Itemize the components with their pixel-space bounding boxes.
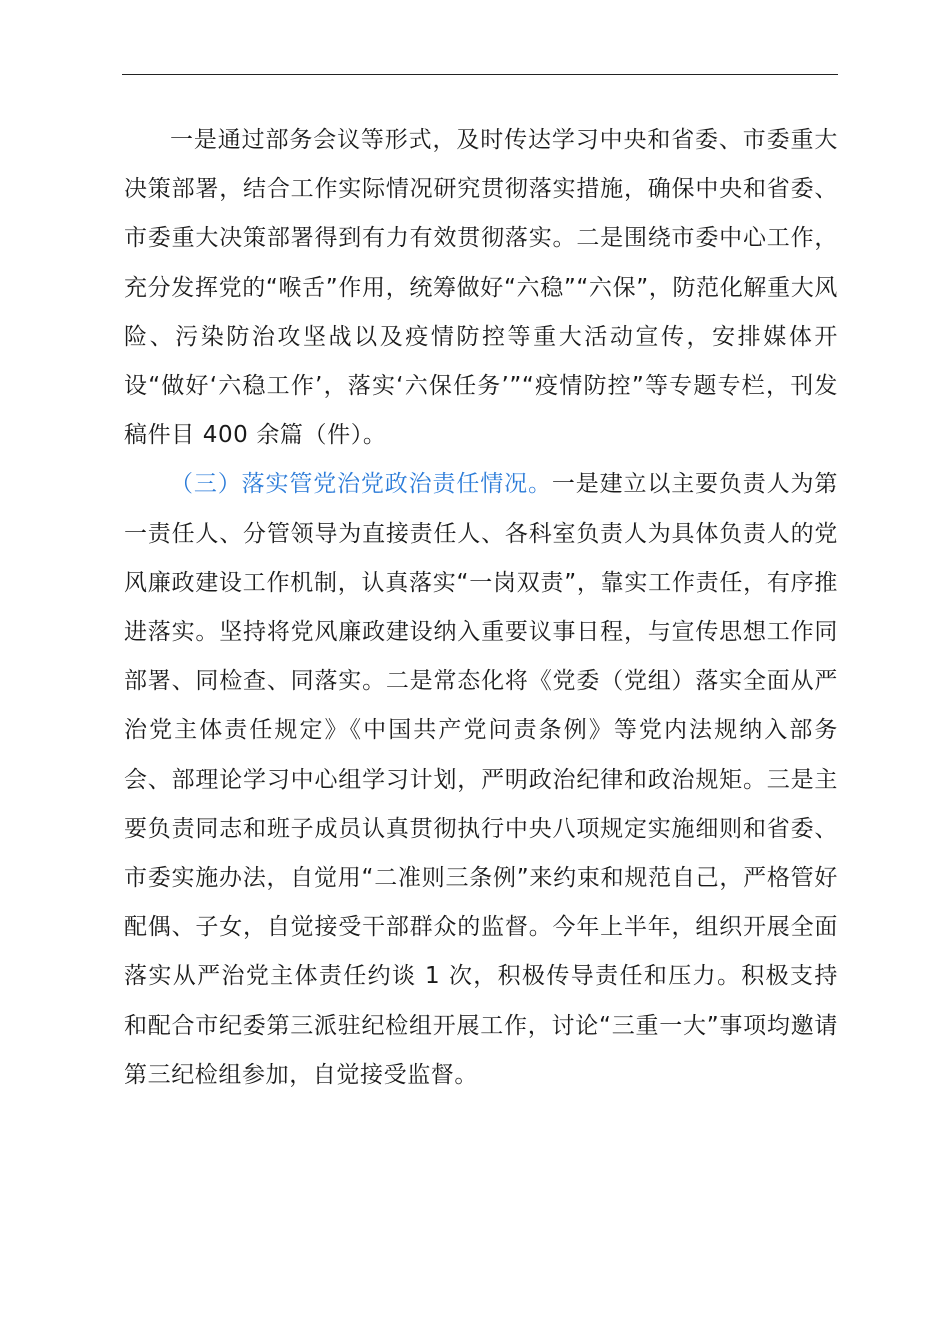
paragraph-2 [124, 460, 838, 1100]
paragraph-1-text: 一是通过部务会议等形式，及时传达学习中央和省委、市委重大决策部署，结合工作实际情况研究贯彻落实措施，确保中央和省委、市委重大决策部署得到有力有效贯彻落实。二是围绕市委中心工作，充分发挥党的“喉舌”作用，统筹做好“六稳”“六保”，防范化解重大风险、污染防治攻坚战以及疫情防控等重大活动宣传，安排媒体开设“做好‘六稳工作’，落实‘六保任务’”“疫情防控”等专题专栏，刊发稿件目 400 余篇（件）。 [124, 127, 838, 449]
document-body [124, 116, 838, 1100]
section-heading: （三）落实管党治党政治责任情况。 [170, 471, 552, 498]
header-rule [122, 74, 838, 75]
paragraph-2-text: 一是建立以主要负责人为第一责任人、分管领导为直接责任人、各科室负责人为具体负责人的党风廉政建设工作机制，认真落实“一岗双责”，靠实工作责任，有序推进落实。坚持将党风廉政建设纳入重要议事日程，与宣传思想工作同部署、同检查、同落实。二是常态化将《党委（党组）落实全面从严治党主体责任规定》《中国共产党问责条例》等党内法规纳入部务会、部理论学习中心组学习计划，严明政治纪律和政治规矩。三是主要负责同志和班子成员认真贯彻执行中央八项规定实施细则和省委、市委实施办法，自觉用“二准则三条例”来约束和规范自己，严格管好配偶、子女，自觉接受干部群众的监督。今年上半年，组织开展全面落实从严治党主体责任约谈 1 次，积极传导责任和压力。积极支持和配合市纪委第三派驻纪检组开展工作，讨论“三重一大”事项均邀请第三纪检组参加，自觉接受监督。 [124, 471, 838, 1088]
paragraph-1 [124, 116, 838, 460]
